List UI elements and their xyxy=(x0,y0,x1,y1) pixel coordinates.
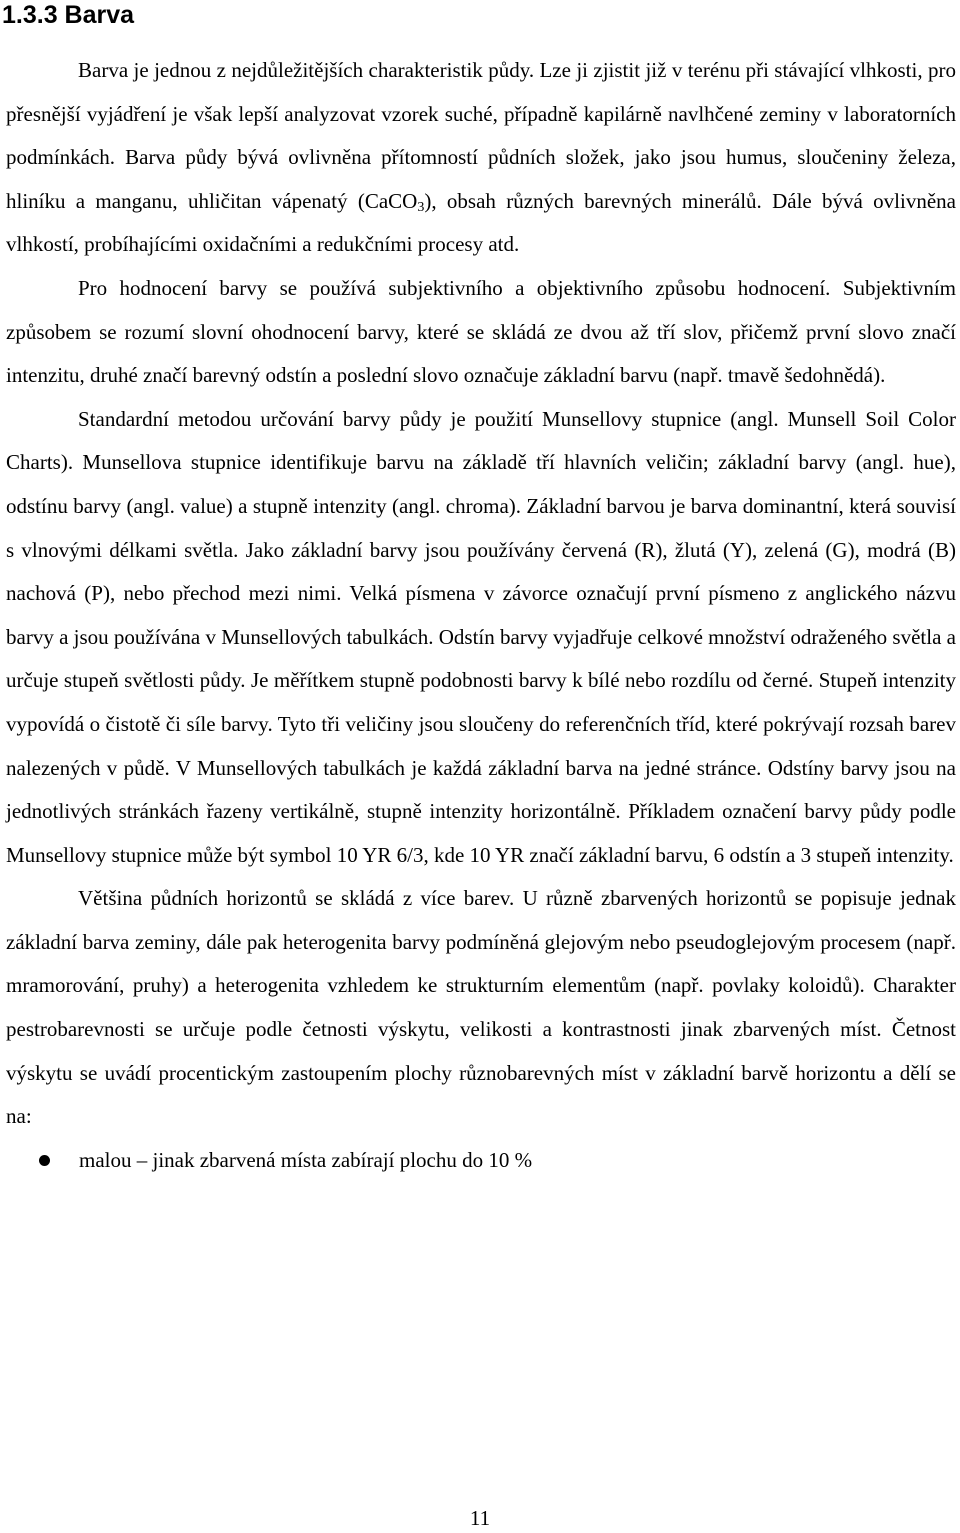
paragraph-intro-text-b: ), obsah různých barevných minerálů. Dále bývá ovlivněna vlhkostí, probíhajícími oxidačními a redukčními procesy atd. xyxy=(6,188,956,257)
paragraph-munsell: Standardní metodou určování barvy půdy je použití Munsellovy stupnice (angl. Munsell Soil Color Charts). Munsellova stupnice identifikuje barvu na základě tří hlavních veličin; základní barvy (angl. hue), odstínu barvy (angl. value) a stupně intenzity (angl. chroma). Základní barvou je barva dominantní, která souvisí s vlnovými délkami světla. Jako základní barvy jsou používány červená (R), žlutá (Y), zelená (G), modrá (B) nachová (P), nebo přechod mezi nimi. Velká písmena v závorce označují první písmeno z anglického názvu barvy a jsou používána v Munsellových tabulkách. Odstín barvy vyjadřuje celkové množství odraženého světla a určuje stupeň světlosti půdy. Je měřítkem stupně podobnosti barvy k bílé nebo rozdílu od černé. Stupeň intenzity vypovídá o čistotě či síle barvy. Tyto tři veličiny jsou sloučeny do referenčních tříd, které pokrývají rozsah barev nalezených v půdě. V Munsellových tabulkách je každá základní barva na jedné stránce. Odstíny barvy jsou na jednotlivých stránkách řazeny vertikálně, stupně intenzity horizontálně. Příkladem označení barvy půdy podle Munsellovy stupnice může být symbol 10 YR 6/3, kde 10 YR značí základní barvu, 6 odstín a 3 stupeň intenzity. xyxy=(6,406,956,867)
paragraph-horizons: Většina půdních horizontů se skládá z více barev. U různě zbarvených horizontů se popisuje jednak základní barva zeminy, dále pak heterogenita barvy podmíněná glejovým nebo pseudoglejovým procesem (např. mramorování, pruhy) a heterogenita vzhledem ke strukturním elementům (např. povlaky koloidů). Charakter pestrobarevnosti se určuje podle četnosti výskytu, velikosti a kontrastnosti jinak zbarvených míst. Četnost výskytu se uvádí procentickým zastoupením plochy různobarevných míst v základní barvě horizontu a dělí se na: xyxy=(6,886,956,1129)
page-number: 11 xyxy=(469,1506,491,1530)
body-text xyxy=(6,49,956,1182)
formula-subscript: 3 xyxy=(417,199,425,215)
paragraph-evaluation: Pro hodnocení barvy se používá subjektivního a objektivního způsobu hodnocení. Subjektivním způsobem se rozumí slovní ohodnocení barvy, které se skládá ze dvou až tří slov, přičemž první slovo značí intenzitu, druhé značí barevný odstín a poslední slovo označuje základní barvu (např. tmavě šedohnědá). xyxy=(6,275,956,388)
paragraph-intro-text-a: Barva je jednou z nejdůležitějších charakteristik půdy. Lze ji zjistit již v terénu při stávající vlhkosti, pro přesnější vyjádření je však lepší analyzovat vzorek suché, případně kapilárně navlhčené zeminy v laboratorních podmínkách. Barva půdy bývá ovlivněna přítomností půdních složek, jako jsou humus, sloučeniny železa, hliníku a manganu, uhličitan vápenatý (CaCO xyxy=(6,58,956,213)
bullet-dot-icon xyxy=(39,1155,50,1166)
bullet-list xyxy=(6,1139,956,1183)
section-heading: 1.3.3 Barva xyxy=(2,1,135,29)
paragraph-intro xyxy=(6,49,956,267)
list-item-text: malou – jinak zbarvená místa zabírají plochu do 10 % xyxy=(79,1147,533,1172)
list-item xyxy=(6,1139,956,1183)
